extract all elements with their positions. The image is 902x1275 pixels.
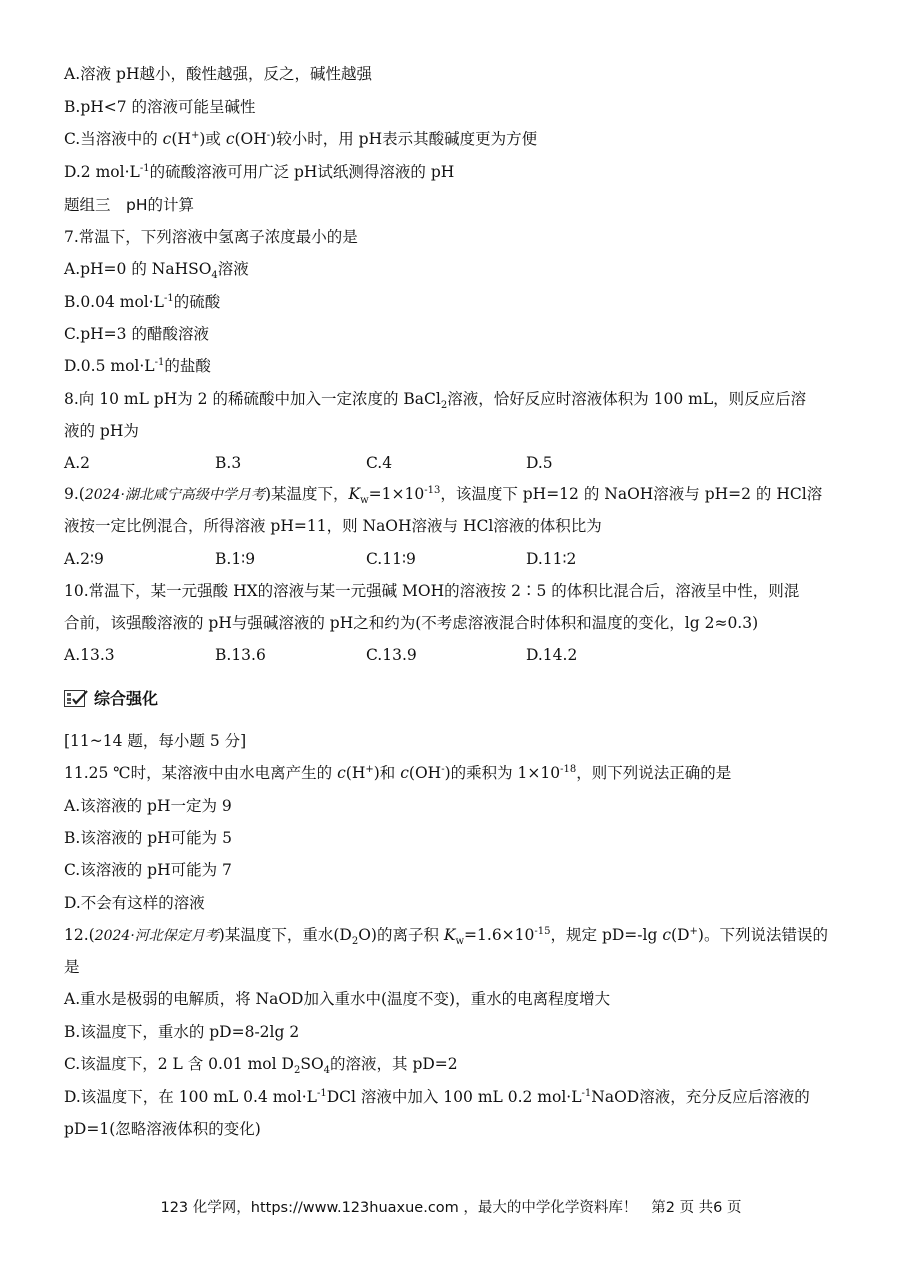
q8-option-b: B.3 xyxy=(215,454,242,472)
q12-option-a: A.重水是极弱的电解质，将 NaOD加入重水中(温度不变)，重水的电离程度增大 xyxy=(64,990,611,1008)
checklist-icon xyxy=(64,690,88,707)
q9-source: 2024·湖北咸宁高级中学月考 xyxy=(84,487,265,503)
q11-stem: 11.25 ℃时，某溶液中由水电离产生的 c(H+)和 c(OH-)的乘积为 $1\times 10^{-18}$，则下列说法正确的是 xyxy=(64,763,732,782)
q10-option-c: C.13.9 xyxy=(366,646,417,664)
q9-stem-line1: 9.(2024·湖北咸宁高级中学月考)某温度下，$K_w=1\times 10^{-13}$，该温度下 pH=12 的 NaOH溶液与 pH=2 的 HCl溶 xyxy=(64,484,823,507)
q6-option-a: A.溶液 pH越小，酸性越强，反之，碱性越强 xyxy=(64,65,372,83)
q11-option-a: A.该溶液的 pH一定为 9 xyxy=(64,797,232,815)
q12-option-d-line2: pD=1(忽略溶液体积的变化) xyxy=(64,1120,261,1138)
q8-option-d: D.5 xyxy=(526,454,553,472)
q11-option-b: B.该溶液的 pH可能为 5 xyxy=(64,829,232,847)
q6-option-c: C.当溶液中的 c(H+)或 c(OH-)较小时，用 pH表示其酸碱度更为方便 xyxy=(64,129,538,148)
q7-option-d: D.0.5 $mol\cdot L^{-1}$的盐酸 xyxy=(64,356,211,375)
q9-options xyxy=(64,549,844,569)
q11-option-d: D.不会有这样的溶液 xyxy=(64,894,205,912)
q12-stem-line2: 是 xyxy=(64,958,80,976)
q7-option-c: C.pH=3 的醋酸溶液 xyxy=(64,325,209,343)
q10-option-d: D.14.2 xyxy=(526,646,578,664)
group3-title: 题组三 pH的计算 xyxy=(64,196,194,214)
q10-stem-line1: 10.常温下，某一元强酸 HX的溶液与某一元强碱 MOH的溶液按 2∶5 的体积比混合后，溶液呈中性，则混 xyxy=(64,582,800,600)
score-note: [11~14 题，每小题 5 分] xyxy=(64,732,247,750)
q10-options xyxy=(64,645,844,665)
q6-option-b: B.pH<7 的溶液可能呈碱性 xyxy=(64,98,256,116)
footer-text: 123 化学网，https://www.123huaxue.com ，最大的中学化学资料库！ 第2 页 共6 页 xyxy=(160,1200,742,1216)
q12-stem-line1: 12.(2024·河北保定月考)某温度下，重水$(D_2O)$的离子积 $K_w=1.6\times 10^{-15}$，规定 pD=-lg c(D+)。下列说法错误的 xyxy=(64,925,828,948)
q10-option-b: B.13.6 xyxy=(215,646,266,664)
q9-option-c: C.11∶9 xyxy=(366,550,416,568)
q10-stem-line2: 合前，该强酸溶液的 pH与强碱溶液的 pH之和约为(不考虑溶液混合时体积和温度的变化，lg 2≈0.3) xyxy=(64,614,759,632)
q9-stem-line2: 液按一定比例混合，所得溶液 pH=11，则 NaOH溶液与 HCl溶液的体积比为 xyxy=(64,517,602,535)
page-footer xyxy=(0,1198,902,1218)
q7-stem: 7.常温下，下列溶液中氢离子浓度最小的是 xyxy=(64,228,358,246)
q9-option-d: D.11∶2 xyxy=(526,550,577,568)
q12-option-b: B.该温度下，重水的 pD=8-2lg 2 xyxy=(64,1023,300,1041)
q8-option-a: A.2 xyxy=(64,454,90,472)
section-title: 综合强化 xyxy=(94,689,159,708)
section-header xyxy=(64,688,158,710)
q9-option-a: A.2∶9 xyxy=(64,550,104,568)
q10-option-a: A.13.3 xyxy=(64,646,115,664)
q12-option-c: C.该温度下，2 L 含 0.01 mol $D_2SO_4$的溶液，其 pD=2 xyxy=(64,1055,458,1077)
q12-option-d-line1: D.该温度下，在 100 mL 0.4 $mol\cdot L^{-1}DCl$ 溶液中加入 100 mL 0.2 $mol\cdot L^{-1}NaOD$溶液，充分反应后溶液的 xyxy=(64,1087,810,1106)
q12-source: 2024·河北保定月考 xyxy=(94,928,219,944)
q7-option-a: A.pH=0 的 NaHSO$_4$溶液 xyxy=(64,260,249,282)
q8-stem-line2: 液的 pH为 xyxy=(64,422,139,440)
q7-option-b: B.0.04 $mol\cdot L^{-1}$的硫酸 xyxy=(64,292,221,311)
q6-option-d: D.2 $mol\cdot L^{-1}$的硫酸溶液可用广泛 pH试纸测得溶液的 pH xyxy=(64,162,455,181)
q8-option-c: C.4 xyxy=(366,454,393,472)
q8-stem-line1: 8.向 10 mL pH为 2 的稀硫酸中加入一定浓度的 BaCl$_2$溶液，恰好反应时溶液体积为 100 mL，则反应后溶 xyxy=(64,390,807,412)
q8-options xyxy=(64,453,844,473)
q11-option-c: C.该溶液的 pH可能为 7 xyxy=(64,861,232,879)
q9-option-b: B.1∶9 xyxy=(215,550,256,568)
